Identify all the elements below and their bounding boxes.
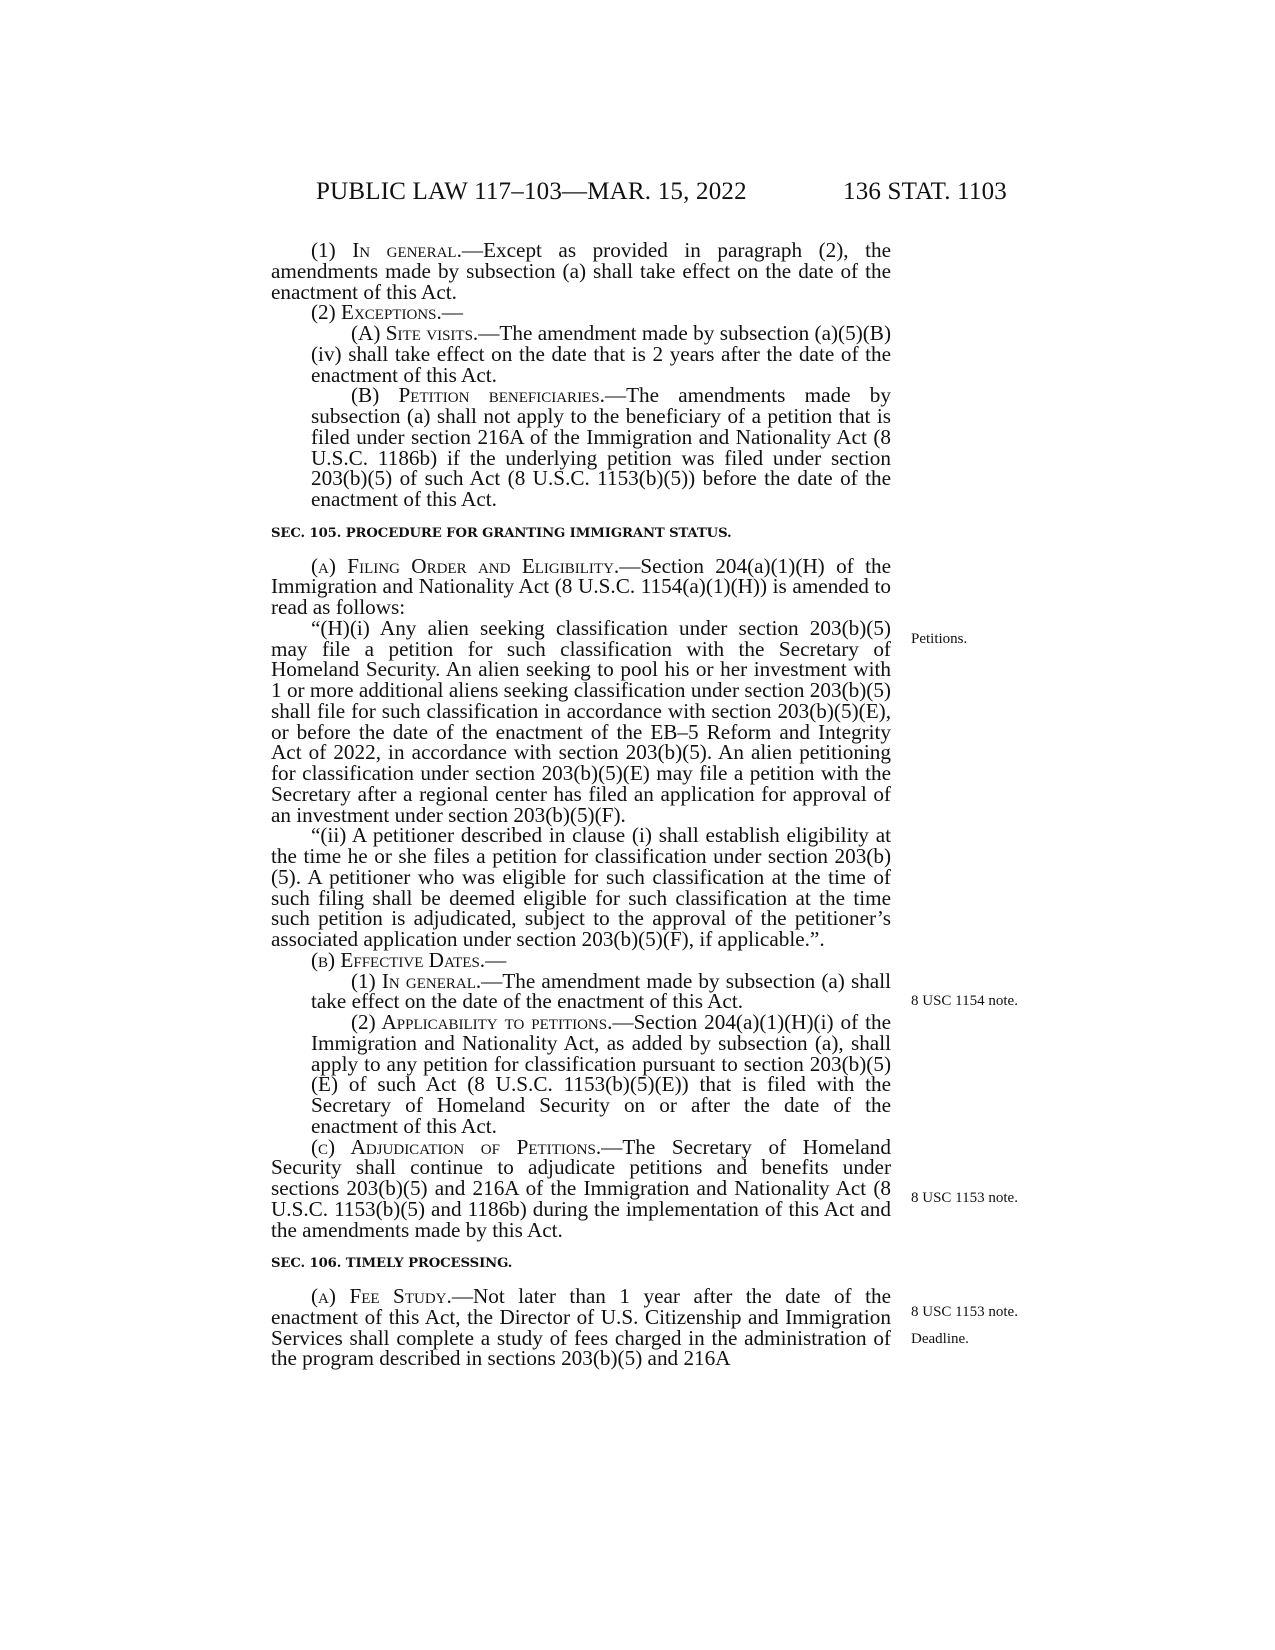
running-header-title: PUBLIC LAW 117–103—MAR. 15, 2022: [316, 178, 747, 205]
paragraph-heading: (b) Effective Dates.: [311, 947, 486, 972]
paragraph-heading: (A) Site visits.: [351, 321, 479, 345]
subsection-a-filing-order: [271, 553, 891, 619]
paragraph-heading: (c) Adjudication of Petitions.: [311, 1134, 602, 1159]
paragraph-text: —The amendment made by subsection (a) shall take effect on the date of the enactment of this Act.: [311, 968, 891, 1014]
paragraph-text: —The amendments made by subsection (a) shall not apply to the beneficiary of a petition that is filed under section 216A of the Immigration and Nationality Act (8 U.S.C. 1186b) if the underlying petition was filed under section 203(b)(5) of such Act (8 U.S.C. 1153(b)(5)) before the date of the enactment of this Act.: [311, 383, 891, 511]
paragraph-heading: (2) Exceptions.: [311, 300, 442, 325]
paragraph-heading: (a) Filing Order and Eligibility.: [311, 553, 620, 578]
margin-note-8-usc-1153-c: 8 USC 1153 note.: [911, 1190, 1018, 1206]
paragraph-text: —The Secretary of Homeland Security shall continue to adjudicate petitions and benefits under sections 203(b)(5) and 216A of the Immigration and Nationality Act (8 U.S.C. 1153(b)(5) and 1186b) during the implementation of this Act and the amendments made by this Act.: [271, 1134, 891, 1242]
paragraph-text: —Section 204(a)(1)(H) of the Immigration and Nationality Act (8 U.S.C. 1154(a)(1)(H)) is amended to read as follows:: [271, 553, 891, 619]
subsection-c-adjudication: [271, 1134, 891, 1242]
subsection-b-effective-dates: [271, 947, 891, 972]
margin-note-8-usc-1153-sec106: 8 USC 1153 note.: [911, 1304, 1018, 1320]
paragraph-2-exceptions: [271, 302, 891, 323]
paragraph-text: —: [485, 947, 507, 972]
clause-h-ii: “(ii) A petitioner described in clause (i) shall establish eligibility at the time he or she files a petition for classification under section 203(b)(5). A petitioner who was eligible for such classification at the time of such filing shall be deemed eligible for such classification at the time such petition is adjudicated, subject to the approval of the petitioner’s associated application under section 203(b)(5)(F), if applicable.”.: [271, 823, 891, 951]
statute-body: [271, 240, 891, 1369]
clause-h-i: “(H)(i) Any alien seeking classification under section 203(b)(5) may file a petition for such classification with the Secretary of Homeland Security. An alien seeking to pool his or her investment with 1 or more additional aliens seeking classification under section 203(b)(5) shall file for such classification in accordance with section 203(b)(5)(E), or before the date of the enactment of the EB–5 Reform and Integrity Act of 2022, in accordance with section 203(b)(5). An alien petitioning for classification under section 203(b)(5)(E) may file a petition with the Secretary after a regional center has filed an application for approval of an investment under section 203(b)(5)(F).: [271, 615, 891, 827]
paragraph-text: —Except as provided in paragraph (2), the amendments made by subsection (a) shall take effect on the date of the enactment of this Act.: [271, 238, 891, 304]
paragraph-text: —Not later than 1 year after the date of the enactment of this Act, the Director of U.S. Citizenship and Immigration Services shall complete a study of fees charged in the administration of the program described in sections 203(b)(5) and 216A: [271, 1284, 891, 1371]
paragraph-heading: (2) Applicability to petitions.: [351, 1010, 613, 1034]
subsection-a-fee-study: [271, 1286, 891, 1369]
paragraph-heading: (1) In general.: [311, 238, 462, 262]
section-106-heading: SEC. 106. TIMELY PROCESSING.: [271, 1256, 513, 1272]
section-105-heading: SEC. 105. PROCEDURE FOR GRANTING IMMIGRANT STATUS.: [271, 525, 732, 541]
paragraph-heading: (1) In general.: [351, 968, 482, 993]
paragraph-text: —Section 204(a)(1)(H)(i) of the Immigration and Nationality Act, as added by subsection (a), shall apply to any petition for classification pursuant to section 203(b)(5)(E) of such Act (8 U.S.C. 1153(b)(5)(E)) that is filed with the Secretary of Homeland Security on or after the date of the enactment of this Act.: [311, 1010, 891, 1138]
paragraph-heading: (a) Fee Study.: [311, 1284, 452, 1308]
paragraph-heading: (B) Petition beneficiaries.: [351, 383, 605, 408]
paragraph-text: —The amendment made by subsection (a)(5)(B)(iv) shall take effect on the date that is 2 years after the date of the enactment of this Act.: [311, 321, 891, 387]
paragraph-text: —: [441, 300, 463, 325]
subparagraph-a-site-visits: [271, 323, 891, 385]
subparagraph-b-petition-beneficiaries: [271, 385, 891, 510]
margin-note-deadline: Deadline.: [911, 1331, 969, 1347]
page-number: 136 STAT. 1103: [843, 178, 1007, 205]
paragraph-b2-applicability: [271, 1012, 891, 1137]
paragraph-b1-in-general: [271, 968, 891, 1014]
margin-note-8-usc-1154: 8 USC 1154 note.: [911, 993, 1018, 1009]
paragraph-1-in-general: [271, 240, 891, 302]
margin-note-petitions: Petitions.: [911, 631, 968, 647]
